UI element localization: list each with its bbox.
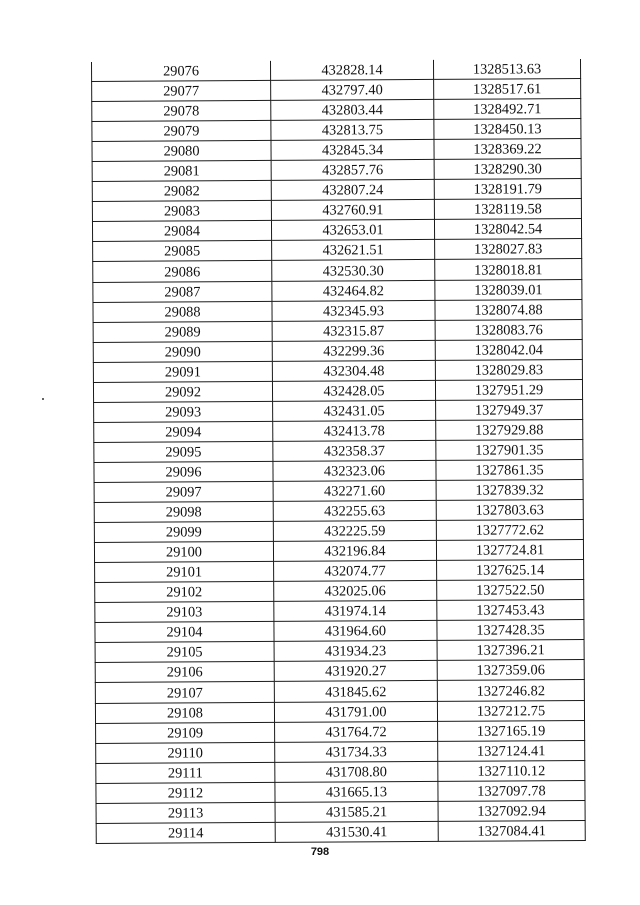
point-id-cell: 29097: [94, 481, 273, 502]
point-id-cell: 29080: [92, 141, 271, 162]
x-coordinate-cell: 432530.30: [272, 260, 435, 281]
y-coordinate-cell: 1327803.63: [436, 500, 583, 521]
y-coordinate-cell: 1327097.78: [438, 780, 585, 801]
y-coordinate-cell: 1328369.22: [434, 139, 581, 160]
point-id-cell: 29108: [95, 702, 274, 723]
x-coordinate-cell: 431791.00: [274, 701, 437, 722]
point-id-cell: 29095: [94, 441, 273, 462]
table-row: [92, 199, 581, 222]
point-id-cell: 29101: [95, 562, 274, 583]
point-id-cell: 29084: [92, 221, 271, 242]
point-id-cell: 29081: [92, 161, 271, 182]
y-coordinate-cell: 1328119.58: [434, 199, 581, 220]
y-coordinate-cell: 1328191.79: [434, 179, 581, 200]
x-coordinate-cell: 431934.23: [274, 641, 437, 662]
y-coordinate-cell: 1327165.19: [438, 720, 585, 741]
y-coordinate-cell: 1327625.14: [437, 560, 584, 581]
x-coordinate-cell: 432621.51: [272, 240, 435, 261]
y-coordinate-cell: 1328042.54: [434, 219, 581, 240]
table-row: [95, 620, 584, 643]
table-row: [94, 520, 583, 543]
y-coordinate-cell: 1328018.81: [435, 259, 582, 280]
x-coordinate-cell: 432760.91: [271, 200, 434, 221]
x-coordinate-cell: 432323.06: [273, 460, 436, 481]
x-coordinate-cell: 432828.14: [270, 60, 433, 81]
x-coordinate-cell: 432358.37: [273, 440, 436, 461]
x-coordinate-cell: 432813.75: [271, 120, 434, 141]
y-coordinate-cell: 1328517.61: [434, 79, 581, 100]
table-row: [96, 780, 585, 803]
x-coordinate-cell: 431708.80: [275, 761, 438, 782]
point-id-cell: 29110: [96, 742, 275, 763]
x-coordinate-cell: 432803.44: [271, 100, 434, 121]
y-coordinate-cell: 1328074.88: [435, 299, 582, 320]
table-row: [96, 720, 585, 743]
table-row: [92, 219, 581, 242]
y-coordinate-cell: 1328450.13: [434, 119, 581, 140]
y-coordinate-cell: 1327428.35: [437, 620, 584, 641]
y-coordinate-cell: 1327949.37: [436, 399, 583, 420]
x-coordinate-cell: 432196.84: [273, 541, 436, 562]
y-coordinate-cell: 1327084.41: [438, 820, 585, 841]
point-id-cell: 29096: [94, 461, 273, 482]
x-coordinate-cell: 431530.41: [275, 821, 438, 842]
table-row: [91, 59, 580, 82]
table-row: [94, 459, 583, 482]
x-coordinate-cell: 432025.06: [274, 581, 437, 602]
table-row: [93, 319, 582, 342]
y-coordinate-cell: 1328290.30: [434, 159, 581, 180]
point-id-cell: 29111: [96, 762, 275, 783]
point-id-cell: 29104: [95, 622, 274, 643]
x-coordinate-cell: 432428.05: [272, 380, 435, 401]
y-coordinate-cell: 1327092.94: [438, 800, 585, 821]
y-coordinate-cell: 1327453.43: [437, 600, 584, 621]
table-row: [93, 359, 582, 382]
point-id-cell: 29087: [93, 281, 272, 302]
x-coordinate-cell: 431974.14: [274, 601, 437, 622]
point-id-cell: 29113: [96, 802, 275, 823]
x-coordinate-cell: 431964.60: [274, 621, 437, 642]
y-coordinate-cell: 1327772.62: [436, 520, 583, 541]
table-row: [93, 239, 582, 262]
y-coordinate-cell: 1328029.83: [435, 359, 582, 380]
y-coordinate-cell: 1327522.50: [437, 580, 584, 601]
table-row: [92, 79, 581, 102]
table-row: [95, 600, 584, 623]
point-id-cell: 29090: [93, 341, 272, 362]
x-coordinate-cell: 432315.87: [272, 320, 435, 341]
table-row: [94, 540, 583, 563]
table-row: [92, 179, 581, 202]
table-row: [92, 159, 581, 182]
table-row: [92, 119, 581, 142]
point-id-cell: 29089: [93, 321, 272, 342]
point-id-cell: 29094: [94, 421, 273, 442]
table-row: [96, 800, 585, 823]
table-row: [95, 580, 584, 603]
point-id-cell: 29103: [95, 602, 274, 623]
x-coordinate-cell: 432225.59: [273, 520, 436, 541]
point-id-cell: 29107: [95, 682, 274, 703]
x-coordinate-cell: 432413.78: [273, 420, 436, 441]
y-coordinate-cell: 1327951.29: [435, 379, 582, 400]
table-row: [94, 399, 583, 422]
point-id-cell: 29106: [95, 662, 274, 683]
point-id-cell: 29086: [93, 261, 272, 282]
table-row: [93, 379, 582, 402]
y-coordinate-cell: 1327839.32: [436, 479, 583, 500]
point-id-cell: 29100: [94, 542, 273, 563]
x-coordinate-cell: 432074.77: [274, 561, 437, 582]
y-coordinate-cell: 1327359.06: [437, 660, 584, 681]
table-row: [95, 680, 584, 703]
x-coordinate-cell: 432299.36: [272, 340, 435, 361]
table-row: [94, 439, 583, 462]
table-row: [93, 299, 582, 322]
x-coordinate-cell: 431585.21: [275, 801, 438, 822]
point-id-cell: 29085: [93, 241, 272, 262]
page-number: 798: [310, 846, 330, 858]
table-row: [94, 419, 583, 442]
point-id-cell: 29088: [93, 301, 272, 322]
table-row: [93, 259, 582, 282]
table-row: [96, 740, 585, 763]
point-id-cell: 29109: [96, 722, 275, 743]
table-row: [94, 500, 583, 523]
scan-speck: [42, 398, 44, 400]
point-id-cell: 29091: [93, 361, 272, 382]
point-id-cell: 29082: [92, 181, 271, 202]
y-coordinate-cell: 1327124.41: [438, 740, 585, 761]
table-row: [95, 700, 584, 723]
x-coordinate-cell: 431920.27: [274, 661, 437, 682]
x-coordinate-cell: 432255.63: [273, 500, 436, 521]
y-coordinate-cell: 1328027.83: [435, 239, 582, 260]
point-id-cell: 29076: [91, 61, 270, 82]
table-row: [92, 139, 581, 162]
table-row: [96, 760, 585, 783]
y-coordinate-cell: 1327724.81: [436, 540, 583, 561]
x-coordinate-cell: 432271.60: [273, 480, 436, 501]
x-coordinate-cell: 431734.33: [275, 741, 438, 762]
table-row: [95, 560, 584, 583]
y-coordinate-cell: 1328492.71: [434, 99, 581, 120]
table-row: [93, 339, 582, 362]
y-coordinate-cell: 1327396.21: [437, 640, 584, 661]
table-row: [94, 479, 583, 502]
y-coordinate-cell: 1327212.75: [437, 700, 584, 721]
coordinates-table: [91, 59, 586, 844]
point-id-cell: 29093: [94, 401, 273, 422]
x-coordinate-cell: 432464.82: [272, 280, 435, 301]
point-id-cell: 29114: [96, 822, 275, 843]
x-coordinate-cell: 432345.93: [272, 300, 435, 321]
y-coordinate-cell: 1327110.12: [438, 760, 585, 781]
y-coordinate-cell: 1327246.82: [437, 680, 584, 701]
x-coordinate-cell: 432845.34: [271, 140, 434, 161]
y-coordinate-cell: 1328039.01: [435, 279, 582, 300]
y-coordinate-cell: 1328042.04: [435, 339, 582, 360]
x-coordinate-cell: 432857.76: [271, 160, 434, 181]
table-row: [93, 279, 582, 302]
table-row: [96, 820, 585, 843]
point-id-cell: 29077: [92, 80, 271, 101]
y-coordinate-cell: 1327901.35: [436, 439, 583, 460]
point-id-cell: 29099: [94, 521, 273, 542]
x-coordinate-cell: 431665.13: [275, 781, 438, 802]
y-coordinate-cell: 1327861.35: [436, 459, 583, 480]
table-row: [92, 99, 581, 122]
point-id-cell: 29102: [95, 582, 274, 603]
point-id-cell: 29112: [96, 782, 275, 803]
table-row: [95, 660, 584, 683]
y-coordinate-cell: 1328513.63: [433, 59, 580, 79]
point-id-cell: 29083: [92, 201, 271, 222]
point-id-cell: 29092: [93, 381, 272, 402]
coordinates-table-body: [91, 59, 585, 843]
point-id-cell: 29079: [92, 121, 271, 142]
x-coordinate-cell: 432797.40: [271, 79, 434, 100]
x-coordinate-cell: 432807.24: [271, 180, 434, 201]
x-coordinate-cell: 431764.72: [275, 721, 438, 742]
table-row: [95, 640, 584, 663]
point-id-cell: 29098: [94, 501, 273, 522]
point-id-cell: 29078: [92, 100, 271, 121]
point-id-cell: 29105: [95, 642, 274, 663]
x-coordinate-cell: 432304.48: [272, 360, 435, 381]
x-coordinate-cell: 431845.62: [274, 681, 437, 702]
y-coordinate-cell: 1328083.76: [435, 319, 582, 340]
x-coordinate-cell: 432653.01: [271, 220, 434, 241]
y-coordinate-cell: 1327929.88: [436, 419, 583, 440]
x-coordinate-cell: 432431.05: [273, 400, 436, 421]
